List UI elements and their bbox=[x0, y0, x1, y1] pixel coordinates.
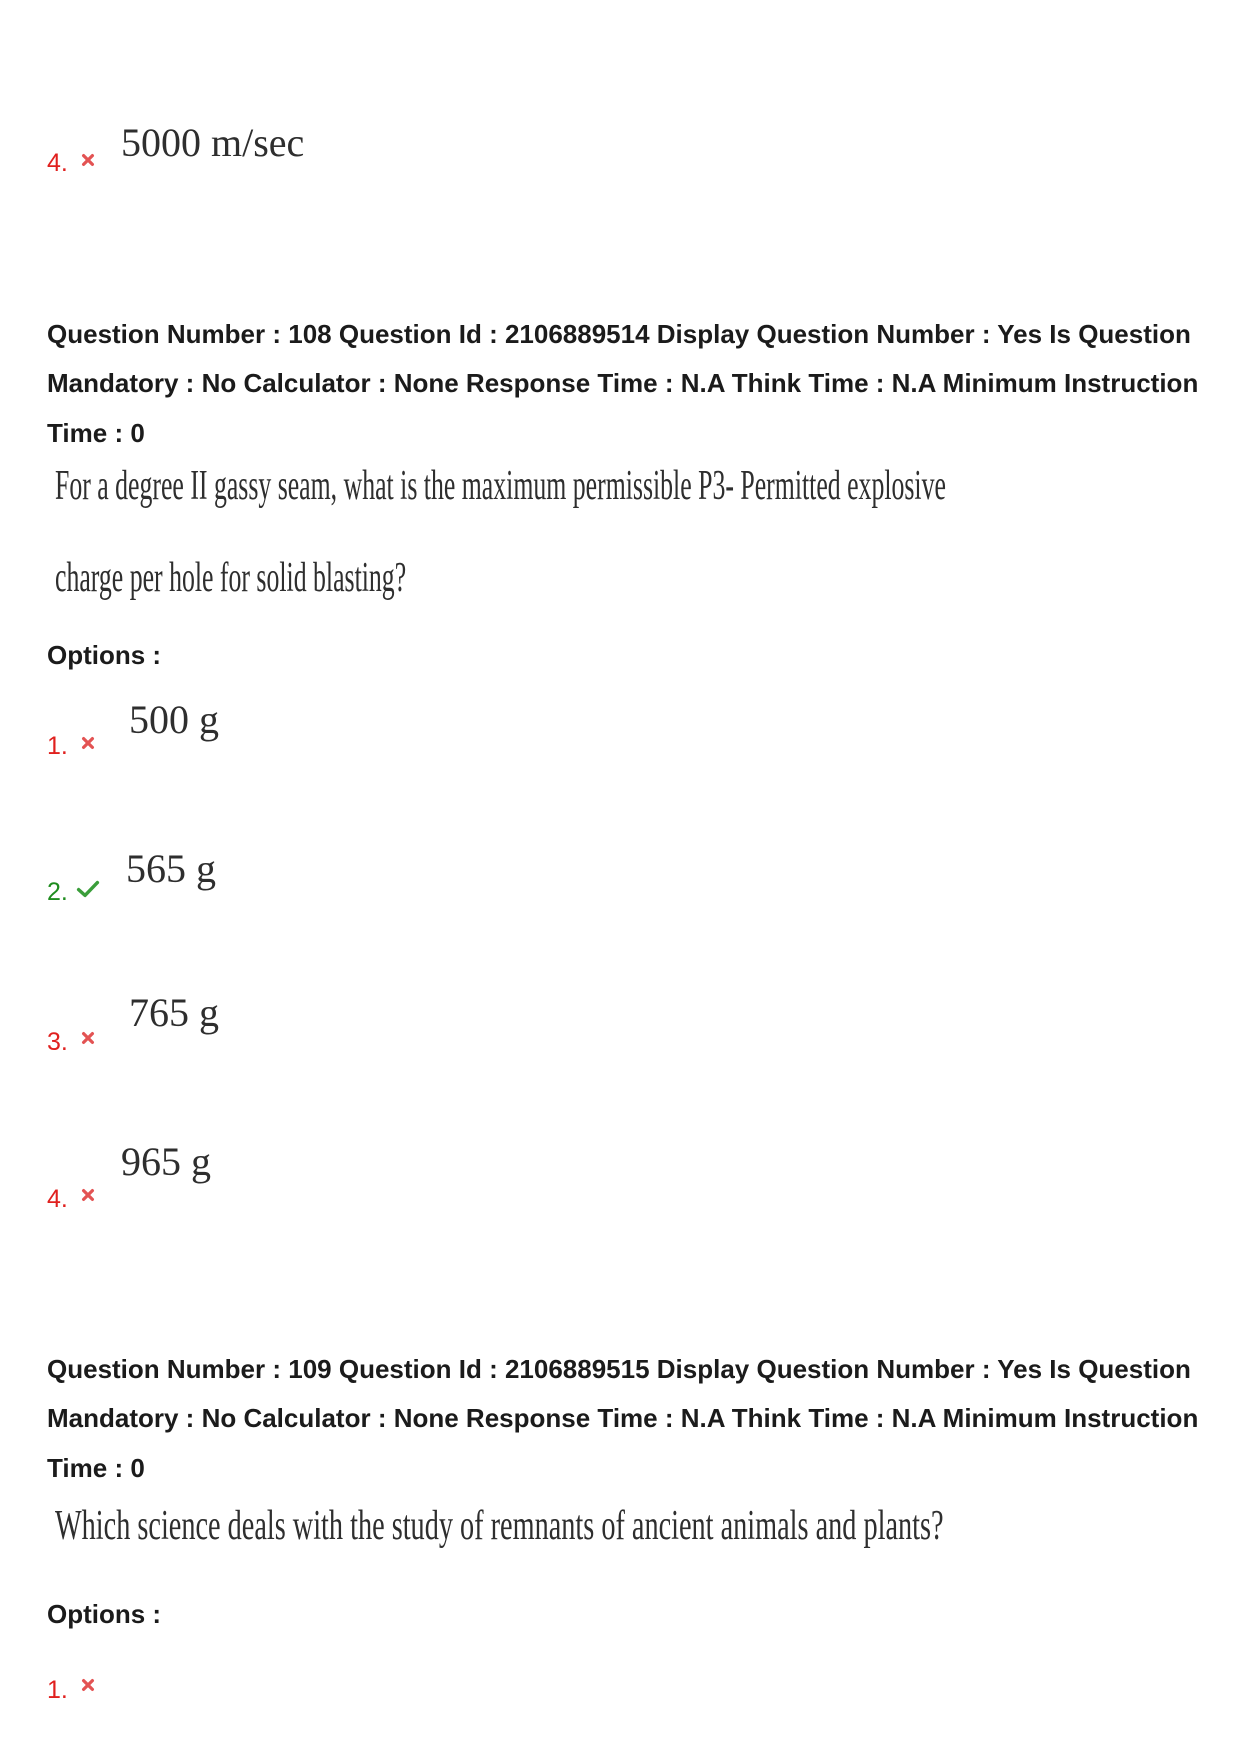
question-text-line bbox=[55, 465, 1015, 517]
question-header bbox=[47, 310, 1198, 459]
option-row bbox=[47, 845, 467, 921]
option-number: 1. bbox=[47, 1675, 68, 1704]
option-value: 765 g bbox=[129, 989, 219, 1035]
question-block bbox=[0, 1330, 1240, 1750]
question-text-line bbox=[55, 1505, 1015, 1557]
question-block bbox=[0, 300, 1240, 1220]
option-number: 1. bbox=[47, 732, 68, 760]
cross-icon bbox=[81, 1031, 95, 1045]
option-value: 565 g bbox=[126, 845, 216, 891]
cross-icon bbox=[81, 1188, 95, 1202]
option-number: 4. bbox=[47, 149, 68, 177]
question-header-line: Question Number : 108 Question Id : 2106889514 Display Question Number : Yes Is Question bbox=[47, 318, 1191, 349]
question-text-content: charge per hole for solid blasting? bbox=[55, 556, 407, 601]
question-text-content: Which science deals with the study of remnants of ancient animals and plants? bbox=[55, 1505, 944, 1550]
option-number: 3. bbox=[47, 1027, 68, 1056]
option-row bbox=[47, 989, 467, 1065]
option-row bbox=[47, 697, 467, 772]
question-text-line bbox=[55, 557, 1015, 609]
cross-icon bbox=[81, 736, 95, 750]
option-row bbox=[47, 1648, 467, 1720]
question-text bbox=[55, 1505, 1015, 1557]
option-number: 4. bbox=[47, 1185, 68, 1213]
option-row bbox=[47, 120, 467, 195]
option-value: 5000 m/sec bbox=[121, 120, 305, 165]
question-header-line: Time : 0 bbox=[47, 417, 145, 448]
check-icon bbox=[76, 880, 100, 898]
option-value: 965 g bbox=[121, 1139, 211, 1184]
question-header-line: Mandatory : No Calculator : None Response Time : N.A Think Time : N.A Minimum Instruction bbox=[47, 1403, 1199, 1434]
option-row bbox=[47, 1139, 467, 1214]
cross-icon bbox=[81, 153, 95, 167]
cross-icon bbox=[81, 1678, 95, 1692]
options-label: Options : bbox=[47, 1598, 162, 1629]
option-value: 500 g bbox=[129, 697, 219, 742]
question-text-content: For a degree II gassy seam, what is the maximum permissible P3- Permitted explosive bbox=[55, 464, 946, 509]
options-label: Options : bbox=[47, 640, 162, 670]
option-number: 2. bbox=[47, 878, 68, 906]
question-header-line: Question Number : 109 Question Id : 2106889515 Display Question Number : Yes Is Question bbox=[47, 1353, 1191, 1384]
question-header-line: Mandatory : No Calculator : None Response Time : N.A Think Time : N.A Minimum Instruction bbox=[47, 368, 1199, 398]
question-header bbox=[47, 1345, 1198, 1494]
question-text bbox=[55, 465, 1015, 615]
previous-question-options bbox=[0, 100, 1240, 210]
question-header-line: Time : 0 bbox=[47, 1452, 145, 1483]
